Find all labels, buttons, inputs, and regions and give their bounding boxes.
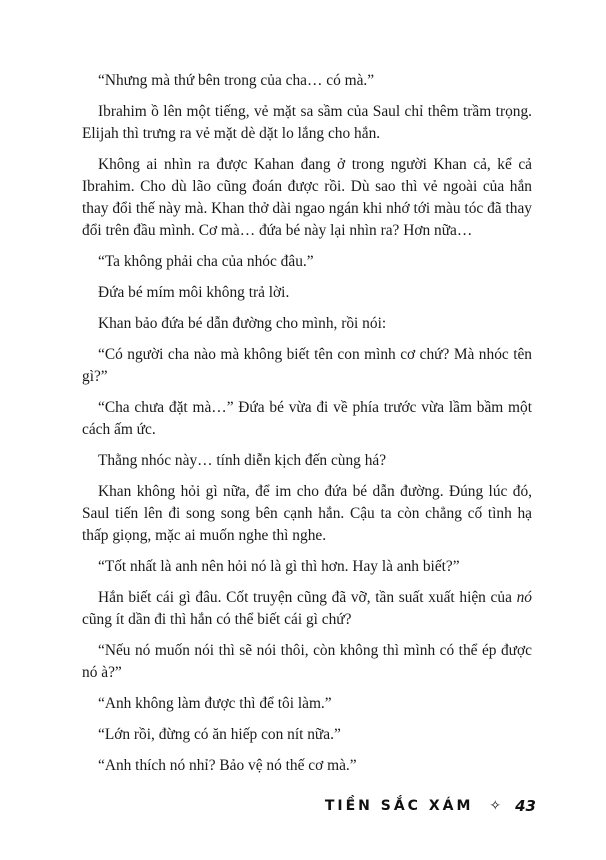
paragraph: “Nhưng mà thứ bên trong của cha… có mà.” [98,72,375,89]
paragraph: Khan không hỏi gì nữa, để im cho đứa bé dẫn đường. Đúng lúc đó, Saul tiến lên đi song song bên cạnh hắn. Cậu ta còn chẳng cố tình hạ thấp giọng, mặc ai muốn nghe thì nghe. [82,483,532,544]
paragraph-with-emphasis [82,587,532,631]
paragraph: Ibrahim ồ lên một tiếng, vẻ mặt sa sầm của Saul chỉ thêm trầm trọng. Elijah thì trưng ra vẻ mặt dè dặt lo lắng cho hắn. [82,103,532,142]
paragraph: “Anh thích nó nhỉ? Bảo vệ nó thế cơ mà.” [98,757,357,774]
paragraph: “Anh không làm được thì để tôi làm.” [98,695,332,712]
paragraph: “Nếu nó muốn nói thì sẽ nói thôi, còn không thì mình có thể ép được nó à?” [82,642,532,681]
running-title: TIỀN SẮC XÁM [324,798,474,814]
paragraph: “Cha chưa đặt mà…” Đứa bé vừa đi về phía trước vừa lầm bầm một cách ấm ức. [82,399,532,438]
emphasized-word: nó [516,589,532,606]
paragraph: Khan bảo đứa bé dẫn đường cho mình, rồi nói: [98,315,387,332]
paragraph-text-after: cũng ít dần đi thì hắn có thể biết cái gì chứ? [82,611,352,628]
page-number: 43 [515,797,536,815]
paragraph: Thằng nhóc này… tính diễn kịch đến cùng há? [98,452,387,469]
paragraph-text-before: Hắn biết cái gì đâu. Cốt truyện cũng đã vỡ, tần suất xuất hiện của [98,589,517,606]
body-text [82,70,532,786]
paragraph: “Có người cha nào mà không biết tên con mình cơ chứ? Mà nhóc tên gì?” [82,346,532,385]
paragraph: Không ai nhìn ra được Kahan đang ở trong người Khan cả, kể cả Ibrahim. Cho dù lão cũng đoán được rồi. Dù sao thì vẻ ngoài của hắn thay đổi thế này mà. Khan thở dài ngao ngán khi nhớ tới màu tóc đã thay đổi trên đầu mình. Cơ mà… đứa bé này lại nhìn ra? Hơn nữa… [82,156,532,239]
ornament-icon: ✧ [489,798,502,814]
paragraph: “Tốt nhất là anh nên hỏi nó là gì thì hơn. Hay là anh biết?” [98,558,460,575]
paragraph: “Ta không phải cha của nhóc đâu.” [98,253,314,270]
page-footer [325,797,536,815]
paragraph: Đứa bé mím môi không trả lời. [98,284,290,301]
paragraph: “Lớn rồi, đừng có ăn hiếp con nít nữa.” [98,726,341,743]
